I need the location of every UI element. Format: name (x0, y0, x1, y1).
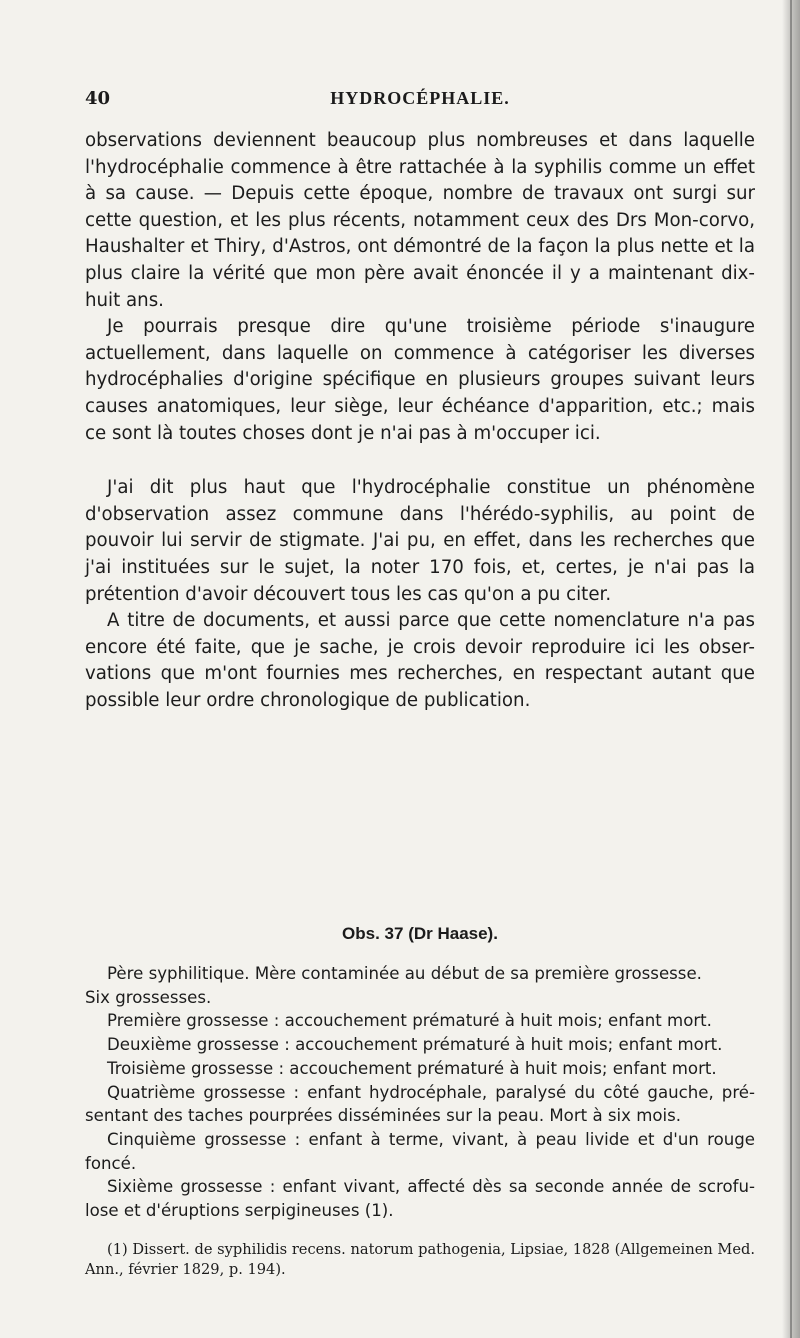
footnote (85, 1240, 755, 1280)
body-paragraph-1: observations deviennent beaucoup plus nombreuses et dans laquelle l'hydrocéphalie commence à être rattachée à la syphilis comme un effet à sa cause. — Depuis cette époque, nombre de travaux ont surgi sur cette question, et les plus récents, notamment ceux des Drs Mon-corvo, Haushalter et Thiry, d'Astros, ont démontré de la façon la plus nette et la plus claire la vérité que mon père avait énoncée il y a maintenant dix-huit ans. (85, 130, 755, 311)
observation-line-7: Cinquième grossesse : enfant à terme, vivant, à peau livide et d'un rouge foncé. (85, 1129, 755, 1173)
running-title: HYDROCÉPHALIE. (330, 88, 510, 108)
body-paragraph-4: A titre de documents, et aussi parce que cette nomenclature n'a pas encore été faite, que je sache, je crois devoir reproduire ici les obser-vations que m'ont fournies mes recherches, en respectant autant que possible leur ordre chronologique de publication. (85, 610, 755, 711)
observation-text (85, 962, 755, 1223)
footnote-text: (1) Dissert. de syphilidis recens. natorum pathogenia, Lipsiae, 1828 (Allgemeinen Med. Ann., février 1829, p. 194). (85, 1241, 755, 1278)
observation-line-6: Quatrième grossesse : enfant hydrocéphale, paralysé du côté gauche, pré-sentant des taches pourprées disséminées sur la peau. Mort à six mois. (85, 1082, 755, 1126)
observation-line-2: Six grossesses. (85, 987, 212, 1007)
observation-line-3: Première grossesse : accouchement prématuré à huit mois; enfant mort. (107, 1011, 712, 1031)
observation-title: Obs. 37 (Dr Haase). (342, 924, 498, 943)
page-number: 40 (85, 88, 111, 109)
observation-line-8: Sixième grossesse : enfant vivant, affecté dès sa seconde année de scrofu-lose et d'éruptions serpigineuses (1). (85, 1177, 755, 1221)
page-edge-line (790, 0, 792, 1338)
observation-line-5: Troisième grossesse : accouchement prématuré à huit mois; enfant mort. (107, 1058, 717, 1078)
body-paragraph-2: Je pourrais presque dire qu'une troisième période s'inaugure actuellement, dans laquelle on commence à catégoriser les diverses hydrocéphalies d'origine spécifique en plusieurs groupes suivant leurs causes anatomiques, leur siège, leur échéance d'apparition, etc.; mais ce sont là toutes choses dont je n'ai pas à m'occuper ici. (85, 316, 755, 444)
page-header (85, 88, 755, 114)
body-text (85, 128, 755, 714)
observation-line-4: Deuxième grossesse : accouchement prématuré à huit mois; enfant mort. (107, 1035, 723, 1055)
body-paragraph-3: J'ai dit plus haut que l'hydrocéphalie constitue un phénomène d'observation assez commune dans l'hérédo-syphilis, au point de pouvoir lui servir de stigmate. J'ai pu, en effet, dans les recherches que j'ai instituées sur le sujet, la noter 170 fois, et, certes, je n'ai pas la prétention d'avoir découvert tous les cas qu'on a pu citer. (85, 477, 755, 605)
observation-line-1: Père syphilitique. Mère contaminée au début de sa première grossesse. (107, 964, 702, 983)
